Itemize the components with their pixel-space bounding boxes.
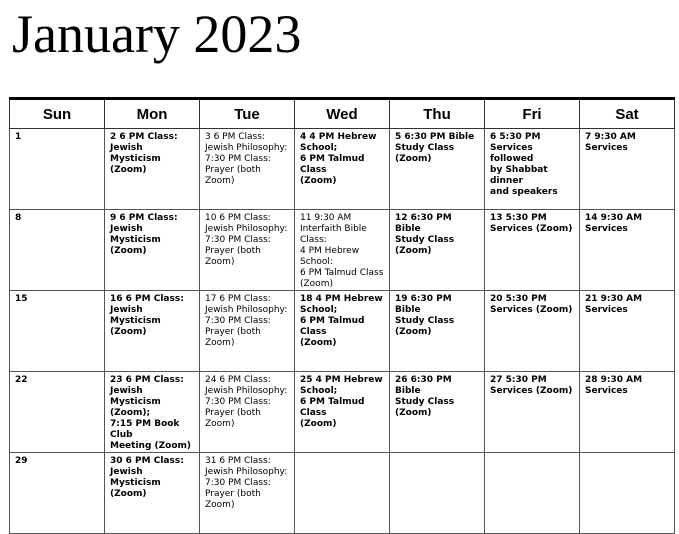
day-cell-sun — [10, 210, 105, 291]
weekday-wed: Wed — [295, 99, 390, 129]
day-events-text: 31 6 PM Class: Jewish Philosophy: 7:30 PM Class: Prayer (both Zoom) — [205, 456, 288, 510]
weekday-sat: Sat — [580, 99, 675, 129]
weekday-sun: Sun — [10, 99, 105, 129]
day-events-text: 20 5:30 PM Services (Zoom) — [490, 294, 573, 315]
day-events-text: 9 6 PM Class: Jewish Mysticism (Zoom) — [110, 213, 178, 256]
day-cell-fri — [485, 210, 580, 291]
day-cell-sun — [10, 129, 105, 210]
day-cell-wed — [295, 453, 390, 534]
day-cell-sun — [10, 372, 105, 453]
day-cell-thu — [390, 453, 485, 534]
day-events-text: 3 6 PM Class: Jewish Philosophy: 7:30 PM Class: Prayer (both Zoom) — [205, 132, 288, 186]
calendar-week-row — [10, 372, 675, 453]
day-cell-sat — [580, 291, 675, 372]
day-events-text: 6 5:30 PM Services followed by Shabbat dinner and speakers — [490, 132, 558, 197]
day-cell-wed — [295, 129, 390, 210]
day-events-text: 28 9:30 AM Services — [585, 375, 643, 396]
day-events-text: 29 — [15, 456, 28, 466]
day-cell-fri — [485, 129, 580, 210]
day-events-text: 23 6 PM Class: Jewish Mysticism (Zoom); 7:15 PM Book Club Meeting (Zoom) — [110, 375, 192, 451]
calendar-week-row — [10, 210, 675, 291]
day-cell-sat — [580, 372, 675, 453]
day-cell-mon — [105, 453, 200, 534]
day-events-text: 15 — [15, 294, 28, 304]
day-cell-wed — [295, 372, 390, 453]
day-events-text: 17 6 PM Class: Jewish Philosophy: 7:30 PM Class: Prayer (both Zoom) — [205, 294, 288, 348]
day-events-text: 27 5:30 PM Services (Zoom) — [490, 375, 573, 396]
day-cell-tue — [200, 129, 295, 210]
weekday-fri: Fri — [485, 99, 580, 129]
day-cell-thu — [390, 372, 485, 453]
day-cell-thu — [390, 129, 485, 210]
weekday-tue: Tue — [200, 99, 295, 129]
day-events-text: 7 9:30 AM Services — [585, 132, 636, 153]
day-cell-fri — [485, 372, 580, 453]
day-events-text: 8 — [15, 213, 22, 223]
day-events-text: 25 4 PM Hebrew School; 6 PM Talmud Class (Zoom) — [300, 375, 383, 429]
day-events-text: 12 6:30 PM Bible Study Class (Zoom) — [395, 213, 455, 256]
day-cell-sat — [580, 210, 675, 291]
calendar-week-row — [10, 291, 675, 372]
day-cell-sun — [10, 453, 105, 534]
day-events-text: 10 6 PM Class: Jewish Philosophy: 7:30 PM Class: Prayer (both Zoom) — [205, 213, 288, 267]
day-events-text: 24 6 PM Class: Jewish Philosophy: 7:30 PM Class: Prayer (both Zoom) — [205, 375, 288, 429]
day-events-text: 2 6 PM Class: Jewish Mysticism (Zoom) — [110, 132, 178, 175]
day-events-text: 22 — [15, 375, 28, 385]
calendar-body — [10, 129, 675, 534]
day-events-text: 11 9:30 AM Interfaith Bible Class: 4 PM Hebrew School: 6 PM Talmud Class (Zoom) — [300, 213, 384, 289]
day-cell-thu — [390, 291, 485, 372]
day-cell-tue — [200, 372, 295, 453]
calendar-week-row — [10, 129, 675, 210]
calendar-week-row — [10, 453, 675, 534]
day-cell-mon — [105, 291, 200, 372]
day-cell-mon — [105, 372, 200, 453]
day-cell-wed — [295, 291, 390, 372]
weekday-mon: Mon — [105, 99, 200, 129]
day-events-text: 16 6 PM Class: Jewish Mysticism (Zoom) — [110, 294, 184, 337]
day-events-text: 21 9:30 AM Services — [585, 294, 643, 315]
day-cell-fri — [485, 291, 580, 372]
day-events-text: 30 6 PM Class: Jewish Mysticism (Zoom) — [110, 456, 184, 499]
day-events-text: 1 — [15, 132, 22, 142]
day-cell-sat — [580, 129, 675, 210]
day-events-text: 4 4 PM Hebrew School; 6 PM Talmud Class (Zoom) — [300, 132, 377, 186]
day-cell-sun — [10, 291, 105, 372]
day-cell-tue — [200, 453, 295, 534]
weekday-header-row — [10, 99, 675, 129]
day-cell-thu — [390, 210, 485, 291]
day-events-text: 18 4 PM Hebrew School; 6 PM Talmud Class (Zoom) — [300, 294, 383, 348]
day-cell-tue — [200, 291, 295, 372]
day-cell-mon — [105, 210, 200, 291]
calendar-grid — [9, 97, 675, 534]
day-cell-sat — [580, 453, 675, 534]
day-events-text: 19 6:30 PM Bible Study Class (Zoom) — [395, 294, 455, 337]
day-events-text: 26 6:30 PM Bible Study Class (Zoom) — [395, 375, 455, 418]
day-cell-mon — [105, 129, 200, 210]
day-events-text: 14 9:30 AM Services — [585, 213, 643, 234]
day-cell-fri — [485, 453, 580, 534]
day-cell-tue — [200, 210, 295, 291]
day-events-text: 13 5:30 PM Services (Zoom) — [490, 213, 573, 234]
weekday-thu: Thu — [390, 99, 485, 129]
day-events-text: 5 6:30 PM Bible Study Class (Zoom) — [395, 132, 475, 164]
day-cell-wed — [295, 210, 390, 291]
page-title: January 2023 — [12, 4, 302, 64]
